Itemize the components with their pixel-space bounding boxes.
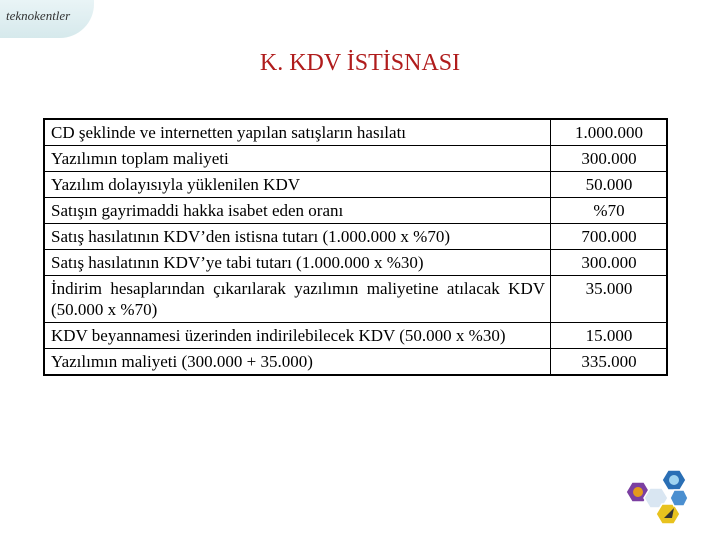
header-tab	[0, 0, 94, 38]
row-value: 50.000	[551, 172, 667, 198]
row-description: CD şeklinde ve internetten yapılan satışların hasılatı	[45, 120, 551, 146]
row-value: 300.000	[551, 250, 667, 276]
table-row	[45, 120, 667, 146]
row-description: Yazılımın maliyeti (300.000 + 35.000)	[45, 349, 551, 375]
row-value: 300.000	[551, 146, 667, 172]
row-description: Satış hasılatının KDV’ye tabi tutarı (1.000.000 x %30)	[45, 250, 551, 276]
row-value: 335.000	[551, 349, 667, 375]
kdv-table	[43, 118, 668, 376]
row-description: Satışın gayrimaddi hakka isabet eden oranı	[45, 198, 551, 224]
row-description: KDV beyannamesi üzerinden indirilebilecek KDV (50.000 x %30)	[45, 323, 551, 349]
row-value: 35.000	[551, 276, 667, 323]
row-value: 700.000	[551, 224, 667, 250]
table-row	[45, 224, 667, 250]
table-row	[45, 323, 667, 349]
hexagon-cluster-logo-icon	[622, 468, 690, 532]
table-row	[45, 172, 667, 198]
row-value: 15.000	[551, 323, 667, 349]
header-tab-label: teknokentler	[6, 8, 71, 23]
table-row	[45, 276, 667, 323]
table-row	[45, 146, 667, 172]
page-title: K. KDV İSTİSNASI	[259, 50, 461, 76]
row-description: Yazılımın toplam maliyeti	[45, 146, 551, 172]
table-row	[45, 198, 667, 224]
row-description: Satış hasılatının KDV’den istisna tutarı (1.000.000 x %70)	[45, 224, 551, 250]
row-value: 1.000.000	[551, 120, 667, 146]
table-row	[45, 250, 667, 276]
row-description: İndirim hesaplarından çıkarılarak yazılımın maliyetine atılacak KDV (50.000 x %70)	[45, 276, 551, 323]
table-row	[45, 349, 667, 375]
row-value: %70	[551, 198, 667, 224]
row-description: Yazılım dolayısıyla yüklenilen KDV	[45, 172, 551, 198]
